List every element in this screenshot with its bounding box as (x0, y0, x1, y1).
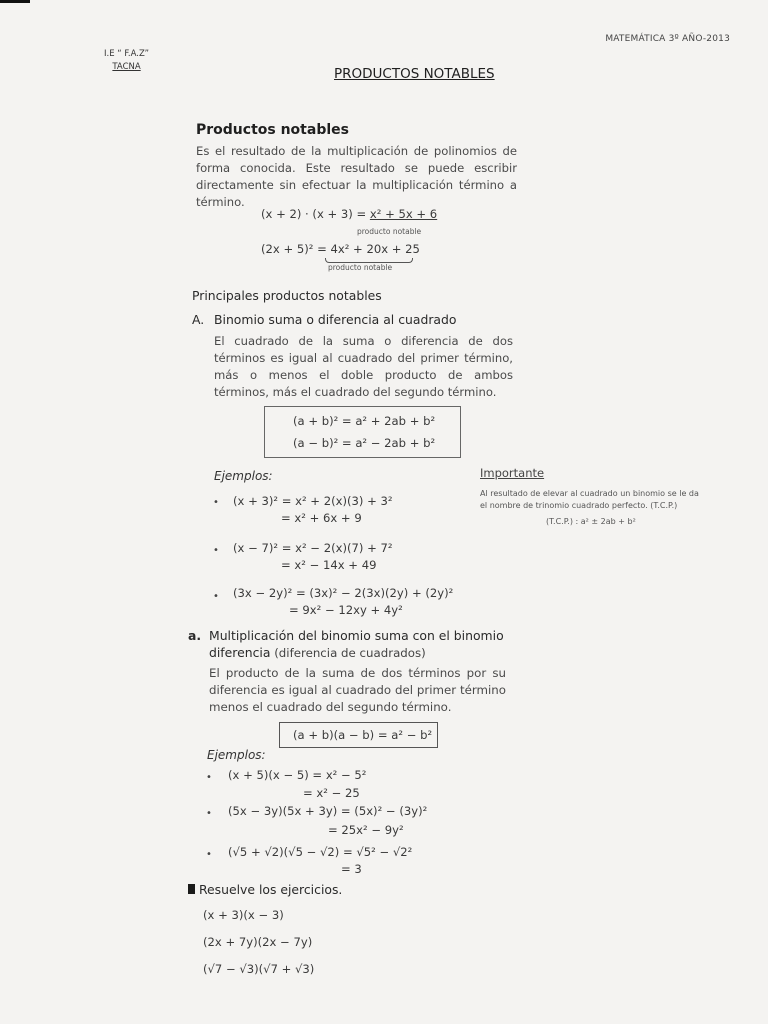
section-b-example-2-line2: = 25x² − 9y² (328, 823, 404, 837)
intro-example-1-lhs: (x + 2) · (x + 3) = (261, 207, 370, 221)
principales-heading: Principales productos notables (192, 288, 382, 303)
section-b-title-2-bold: diferencia (209, 645, 271, 660)
school-label (104, 48, 149, 74)
ejercicio-1: (x + 3)(x − 3) (203, 908, 284, 922)
section-b-example-1-line2: = x² − 25 (303, 786, 360, 800)
intro-paragraph: Es el resultado de la multiplicación de polinomios de forma conocida. Este resultado se puede escribir directamente sin efectuar la multiplicación término a término. (196, 144, 517, 209)
school-name: I.E “ F.A.Z” (104, 49, 150, 59)
section-b-example-1-line1: (x + 5)(x − 5) = x² − 5² (228, 768, 367, 782)
bullet-icon: • (206, 772, 212, 783)
intro-example-2-rhs: 4x² + 20x + 25 (330, 242, 420, 256)
section-a-marker: A. (192, 312, 205, 327)
section-a-example-2-line2: = x² − 14x + 49 (281, 558, 377, 572)
section-b-title: Multiplicación del binomio suma con el binomio (209, 628, 504, 643)
section-b-example-3-line1: (√5 + √2)(√5 − √2) = √5² − √2² (228, 845, 413, 859)
square-bullet-icon (188, 884, 195, 894)
section-b-example-2-line1: (5x − 3y)(5x + 3y) = (5x)² − (3y)² (228, 804, 428, 818)
intro-example-1-label: producto notable (357, 227, 422, 236)
section-b-example-3-line2: = 3 (341, 862, 362, 876)
bullet-icon: • (213, 497, 219, 508)
section-b-ejemplos-label: Ejemplos: (207, 748, 266, 762)
intro-heading: Productos notables (196, 122, 349, 138)
section-a-paragraph: El cuadrado de la suma o diferencia de dos términos es igual al cuadrado del primer término, más o menos el doble producto de ambos términos, más el cuadrado del segundo término. (214, 334, 513, 399)
importante-line-1: Al resultado de elevar al cuadrado un binomio se le da (480, 489, 699, 498)
section-a-example-2-line1: (x − 7)² = x² − 2(x)(7) + 7² (233, 541, 393, 555)
section-a-example-3-line2: = 9x² − 12xy + 4y² (289, 603, 403, 617)
page-title: PRODUCTOS NOTABLES (334, 66, 495, 82)
importante-line-2: el nombre de trinomio cuadrado perfecto. (T.C.P.) (480, 501, 678, 510)
importante-title: Importante (480, 466, 545, 480)
bullet-icon: • (206, 808, 212, 819)
intro-example-2-lhs: (2x + 5)² = (261, 242, 331, 256)
school-city: TACNA (112, 62, 141, 72)
intro-example-2-label: producto notable (328, 263, 393, 272)
intro-example-1-rhs: x² + 5x + 6 (369, 207, 438, 221)
section-b-paragraph: El producto de la suma de dos términos por su diferencia es igual al cuadrado del primer término menos el cuadrado del segundo término. (209, 666, 506, 714)
section-a-formula-1: (a + b)² = a² + 2ab + b² (293, 414, 436, 428)
section-b-formula: (a + b)(a − b) = a² − b² (293, 728, 433, 742)
corner-scan-mark (0, 0, 30, 3)
intro-example-1 (261, 207, 437, 221)
section-a-ejemplos-label: Ejemplos: (214, 469, 273, 483)
section-a-title: Binomio suma o diferencia al cuadrado (214, 312, 457, 327)
section-a-example-1-line1: (x + 3)² = x² + 2(x)(3) + 3² (233, 494, 393, 508)
intro-example-2 (261, 242, 420, 256)
course-header: MATEMÁTICA 3º AÑO-2013 (605, 34, 730, 44)
importante-formula: (T.C.P.) : a² ± 2ab + b² (546, 517, 636, 526)
ejercicio-3: (√7 − √3)(√7 + √3) (203, 962, 315, 976)
section-a-example-3-line1: (3x − 2y)² = (3x)² − 2(3x)(2y) + (2y)² (233, 586, 454, 600)
ejercicio-2: (2x + 7y)(2x − 7y) (203, 935, 313, 949)
bullet-icon: • (213, 591, 219, 602)
section-a-formula-2: (a − b)² = a² − 2ab + b² (293, 436, 436, 450)
bullet-icon: • (206, 849, 212, 860)
ejercicios-heading: Resuelve los ejercicios. (199, 882, 343, 897)
section-b-title-2 (209, 645, 426, 660)
section-b-marker: a. (188, 628, 202, 643)
bullet-icon: • (213, 545, 219, 556)
section-a-example-1-line2: = x² + 6x + 9 (281, 511, 362, 525)
section-b-title-2-rest: (diferencia de cuadrados) (270, 646, 426, 660)
